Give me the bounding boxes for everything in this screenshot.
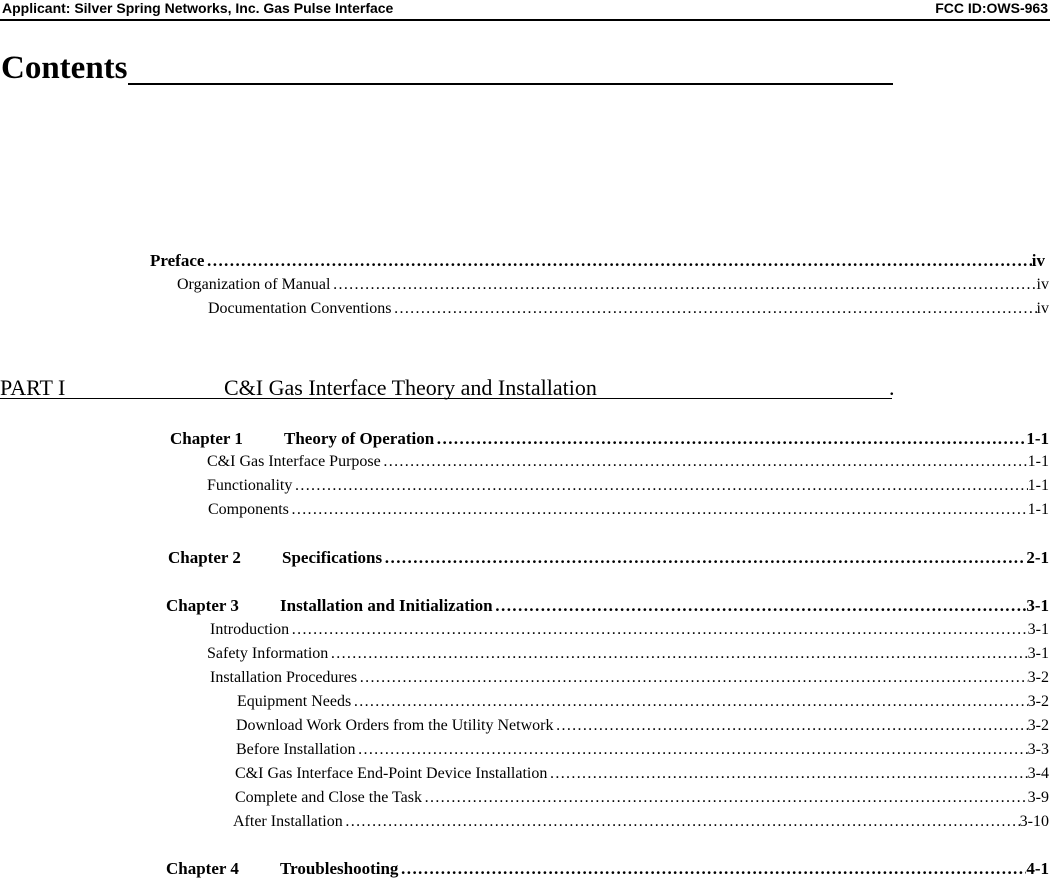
chapter-number: Chapter 2 xyxy=(168,548,241,567)
header-applicant: Applicant: Silver Spring Networks, Inc. Gas Pulse Interface xyxy=(2,0,394,16)
toc-entry[interactable] xyxy=(207,643,1049,665)
dot-leader xyxy=(289,619,1028,641)
toc-preface[interactable] xyxy=(150,250,1045,272)
toc-entry-page: 3-2 xyxy=(1027,669,1049,686)
part-end: . xyxy=(889,375,895,400)
chapter-number: Chapter 1 xyxy=(170,429,243,448)
toc-entry-page: iv xyxy=(1031,251,1045,270)
dot-leader xyxy=(289,499,1028,521)
dot-leader xyxy=(422,787,1028,809)
part-title: C&I Gas Interface Theory and Installation xyxy=(224,375,597,400)
toc-entry-label: Complete and Close the Task xyxy=(235,789,422,806)
dot-leader xyxy=(493,595,1027,617)
dot-leader xyxy=(547,763,1027,785)
page-title: Contents xyxy=(1,50,128,86)
toc-entry-page: 3-9 xyxy=(1027,789,1049,806)
toc-entry[interactable] xyxy=(237,691,1049,713)
toc-entry-page: 3-1 xyxy=(1027,621,1049,638)
chapter-title: Troubleshooting xyxy=(280,859,399,878)
toc-entry[interactable] xyxy=(235,787,1049,809)
dot-leader xyxy=(330,274,1036,296)
toc-entry[interactable] xyxy=(208,499,1049,521)
toc-entry-label: Organization of Manual xyxy=(177,276,331,293)
toc-chapter-3[interactable] xyxy=(166,595,1049,617)
toc-entry-label: Components xyxy=(208,501,289,518)
toc-entry[interactable] xyxy=(210,667,1049,689)
toc-entry-label: Installation Procedures xyxy=(210,669,358,686)
dot-leader xyxy=(382,547,1026,569)
toc-entry[interactable] xyxy=(207,475,1049,497)
toc-entry-label: Documentation Conventions xyxy=(208,300,392,317)
toc-entry[interactable] xyxy=(207,451,1049,473)
toc-entry-label: Download Work Orders from the Utility Network xyxy=(236,717,554,734)
part-label: PART I xyxy=(0,375,66,400)
toc-chapter-2[interactable] xyxy=(168,547,1049,569)
toc-entry-label: Preface xyxy=(150,251,205,270)
toc-entry-page: 3-4 xyxy=(1027,765,1049,782)
toc-entry[interactable] xyxy=(208,298,1049,320)
dot-leader xyxy=(356,739,1028,761)
toc-entry[interactable] xyxy=(233,811,1049,833)
toc-entry-label: C&I Gas Interface Purpose xyxy=(207,453,381,470)
toc-entry[interactable] xyxy=(236,715,1049,737)
title-underline xyxy=(128,83,893,85)
chapter-title: Theory of Operation xyxy=(284,429,435,448)
toc-entry-label: Equipment Needs xyxy=(237,693,352,710)
dot-leader xyxy=(381,451,1028,473)
chapter-title: Specifications xyxy=(282,548,383,567)
toc-entry-page: 3-2 xyxy=(1027,717,1049,734)
toc-entry-page: 1-1 xyxy=(1026,429,1049,448)
toc-entry-page: iv xyxy=(1036,300,1049,317)
part-underline xyxy=(0,398,892,399)
toc-entry-label: Safety Information xyxy=(207,645,329,662)
toc-entry[interactable] xyxy=(236,739,1049,761)
dot-leader xyxy=(357,667,1028,689)
toc-entry-page: 3-1 xyxy=(1026,596,1049,615)
toc-entry-page: 3-3 xyxy=(1027,741,1049,758)
toc-entry[interactable] xyxy=(210,619,1049,641)
toc-entry-label: Before Installation xyxy=(236,741,356,758)
chapter-number: Chapter 3 xyxy=(166,596,239,615)
chapter-number: Chapter 4 xyxy=(166,859,239,878)
toc-entry-page: 1-1 xyxy=(1027,477,1049,494)
toc-entry-label: C&I Gas Interface End-Point Device Installation xyxy=(235,765,548,782)
toc-entry-page: 4-1 xyxy=(1026,859,1049,878)
dot-leader xyxy=(343,811,1020,833)
dot-leader xyxy=(292,475,1027,497)
chapter-title: Installation and Initialization xyxy=(280,596,493,615)
toc-entry-page: 1-1 xyxy=(1027,453,1049,470)
toc-entry-page: 3-1 xyxy=(1027,645,1049,662)
toc-entry-page: 3-2 xyxy=(1027,693,1049,710)
toc-chapter-4[interactable] xyxy=(166,858,1049,880)
toc-entry-page: 3-10 xyxy=(1019,813,1049,830)
dot-leader xyxy=(392,298,1037,320)
toc-entry[interactable] xyxy=(235,763,1049,785)
toc-entry-page: 1-1 xyxy=(1027,501,1049,518)
dot-leader xyxy=(434,428,1026,450)
toc-entry-label: Introduction xyxy=(210,621,290,638)
dot-leader xyxy=(204,250,1031,272)
dot-leader xyxy=(398,858,1026,880)
header-fcc-id: FCC ID:OWS-963 xyxy=(935,0,1048,16)
toc-entry-page: iv xyxy=(1036,276,1049,293)
page-header xyxy=(0,0,1050,21)
toc-entry-label: Functionality xyxy=(207,477,293,494)
dot-leader xyxy=(553,715,1027,737)
dot-leader xyxy=(351,691,1027,713)
toc-entry-page: 2-1 xyxy=(1026,548,1049,567)
toc-entry[interactable] xyxy=(177,274,1049,296)
dot-leader xyxy=(328,643,1027,665)
toc-entry-label: After Installation xyxy=(233,813,343,830)
toc-chapter-1[interactable] xyxy=(170,428,1049,450)
